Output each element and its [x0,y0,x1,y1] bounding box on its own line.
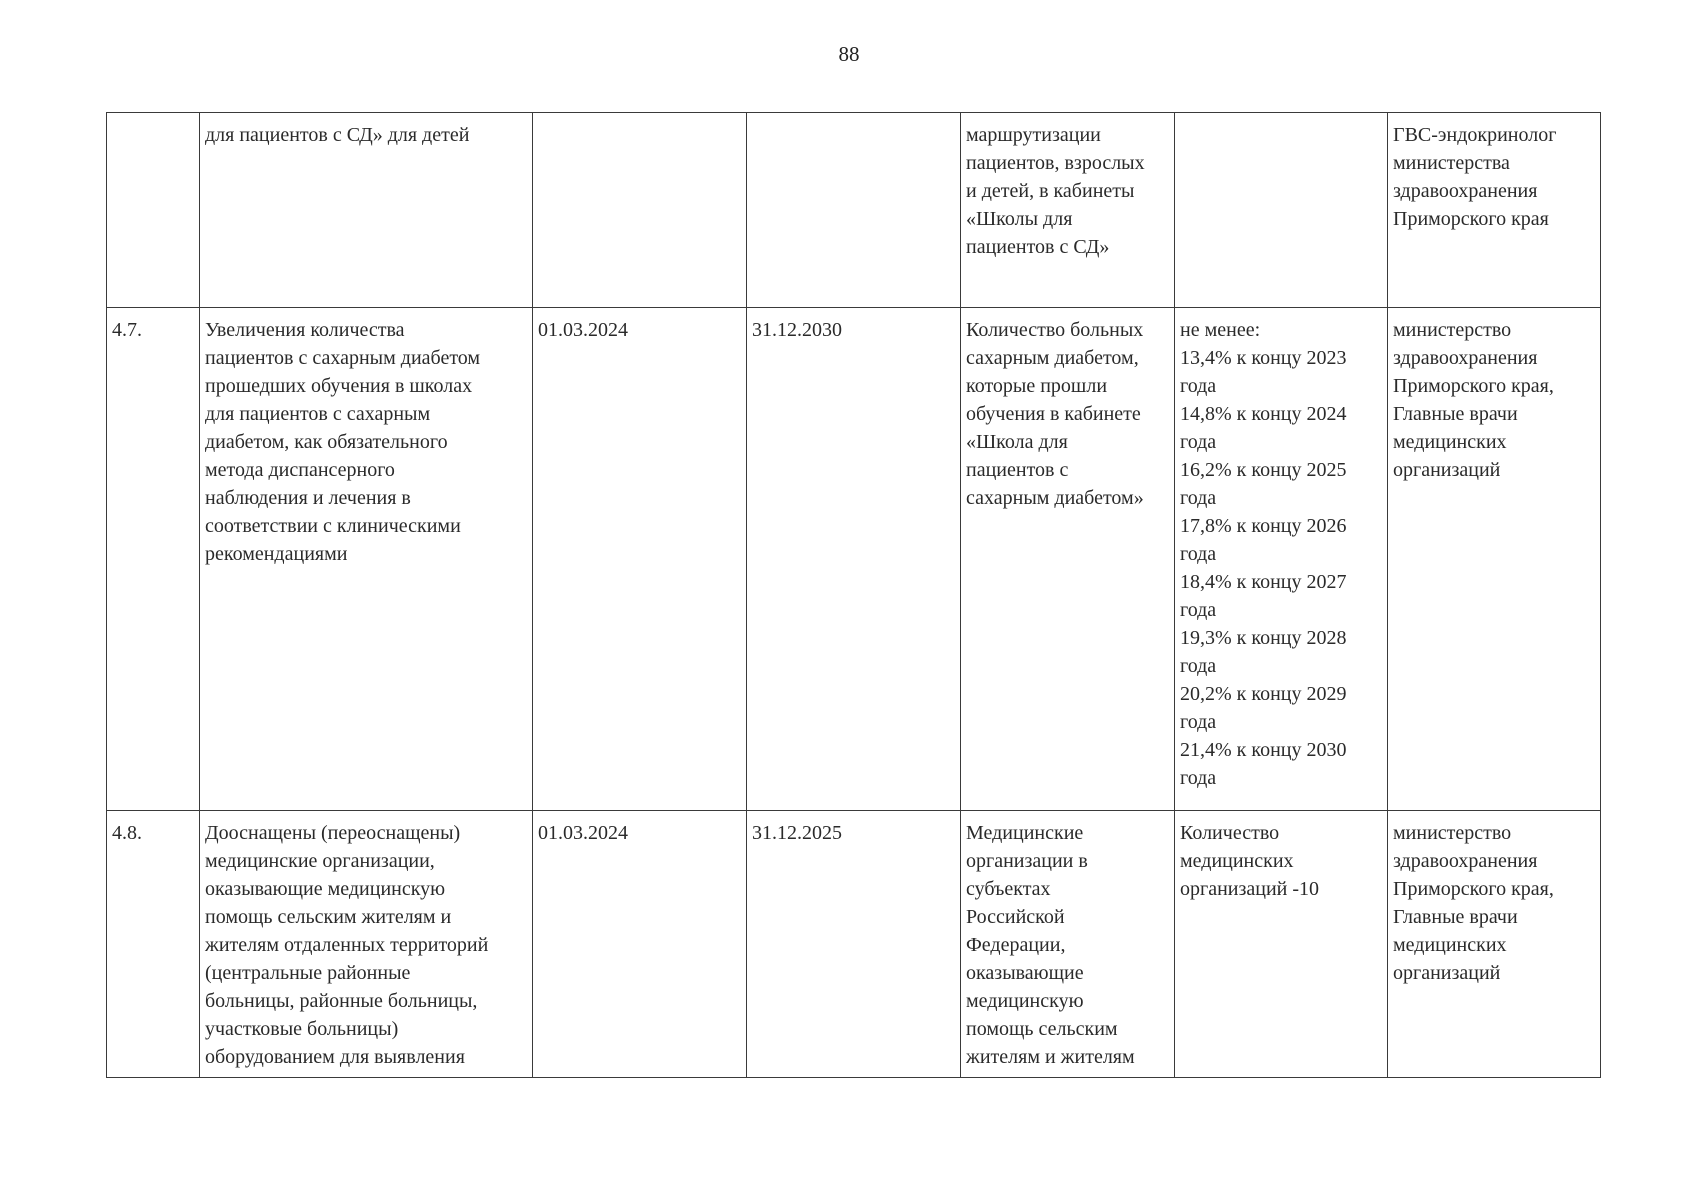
page-number: 88 [838,42,860,66]
result-cell: Количество больных сахарным диабетом, которые прошли обучения в кабинете «Школа для пациентов с сахарным диабетом» [961,308,1175,811]
item-number-cell: 4.8. [107,811,200,1078]
result-cell: Медицинские организации в субъектах Российской Федерации, оказывающие медицинскую помощь сельским жителям и жителям [961,811,1175,1078]
end-date-cell: 31.12.2025 [747,811,961,1078]
indicator-cell: Количество медицинских организаций -10 [1175,811,1388,1078]
table-row [107,113,1601,308]
responsible-cell: ГВС-эндокринолог министерства здравоохранения Приморского края [1388,113,1601,308]
start-date-cell: 01.03.2024 [533,811,747,1078]
responsible-cell: министерство здравоохранения Приморского края, Главные врачи медицинских организаций [1388,308,1601,811]
table-row [107,308,1601,811]
event-cell: Дооснащены (переоснащены) медицинские организации, оказывающие медицинскую помощь сельским жителям и жителям отдаленных территорий (центральные районные больницы, районные больницы, участковые больницы) оборудованием для выявления [200,811,533,1078]
table-row [107,811,1601,1078]
plan-table [106,112,1601,1078]
start-date-cell: 01.03.2024 [533,308,747,811]
end-date-cell: 31.12.2030 [747,308,961,811]
indicator-cell [1175,113,1388,308]
event-cell: Увеличения количества пациентов с сахарным диабетом прошедших обучения в школах для пациентов с сахарным диабетом, как обязательного метода диспансерного наблюдения и лечения в соответствии с клиническими рекомендациями [200,308,533,811]
start-date-cell [533,113,747,308]
responsible-cell: министерство здравоохранения Приморского края, Главные врачи медицинских организаций [1388,811,1601,1078]
result-cell: маршрутизации пациентов, взрослых и детей, в кабинеты «Школы для пациентов с СД» [961,113,1175,308]
item-number-cell: 4.7. [107,308,200,811]
event-cell: для пациентов с СД» для детей [200,113,533,308]
indicator-cell: не менее: 13,4% к концу 2023 года 14,8% к концу 2024 года 16,2% к концу 2025 года 17,8% к концу 2026 года 18,4% к концу 2027 года 19,3% к концу 2028 года 20,2% к концу 2029 года 21,4% к концу 2030 года [1175,308,1388,811]
end-date-cell [747,113,961,308]
item-number-cell [107,113,200,308]
